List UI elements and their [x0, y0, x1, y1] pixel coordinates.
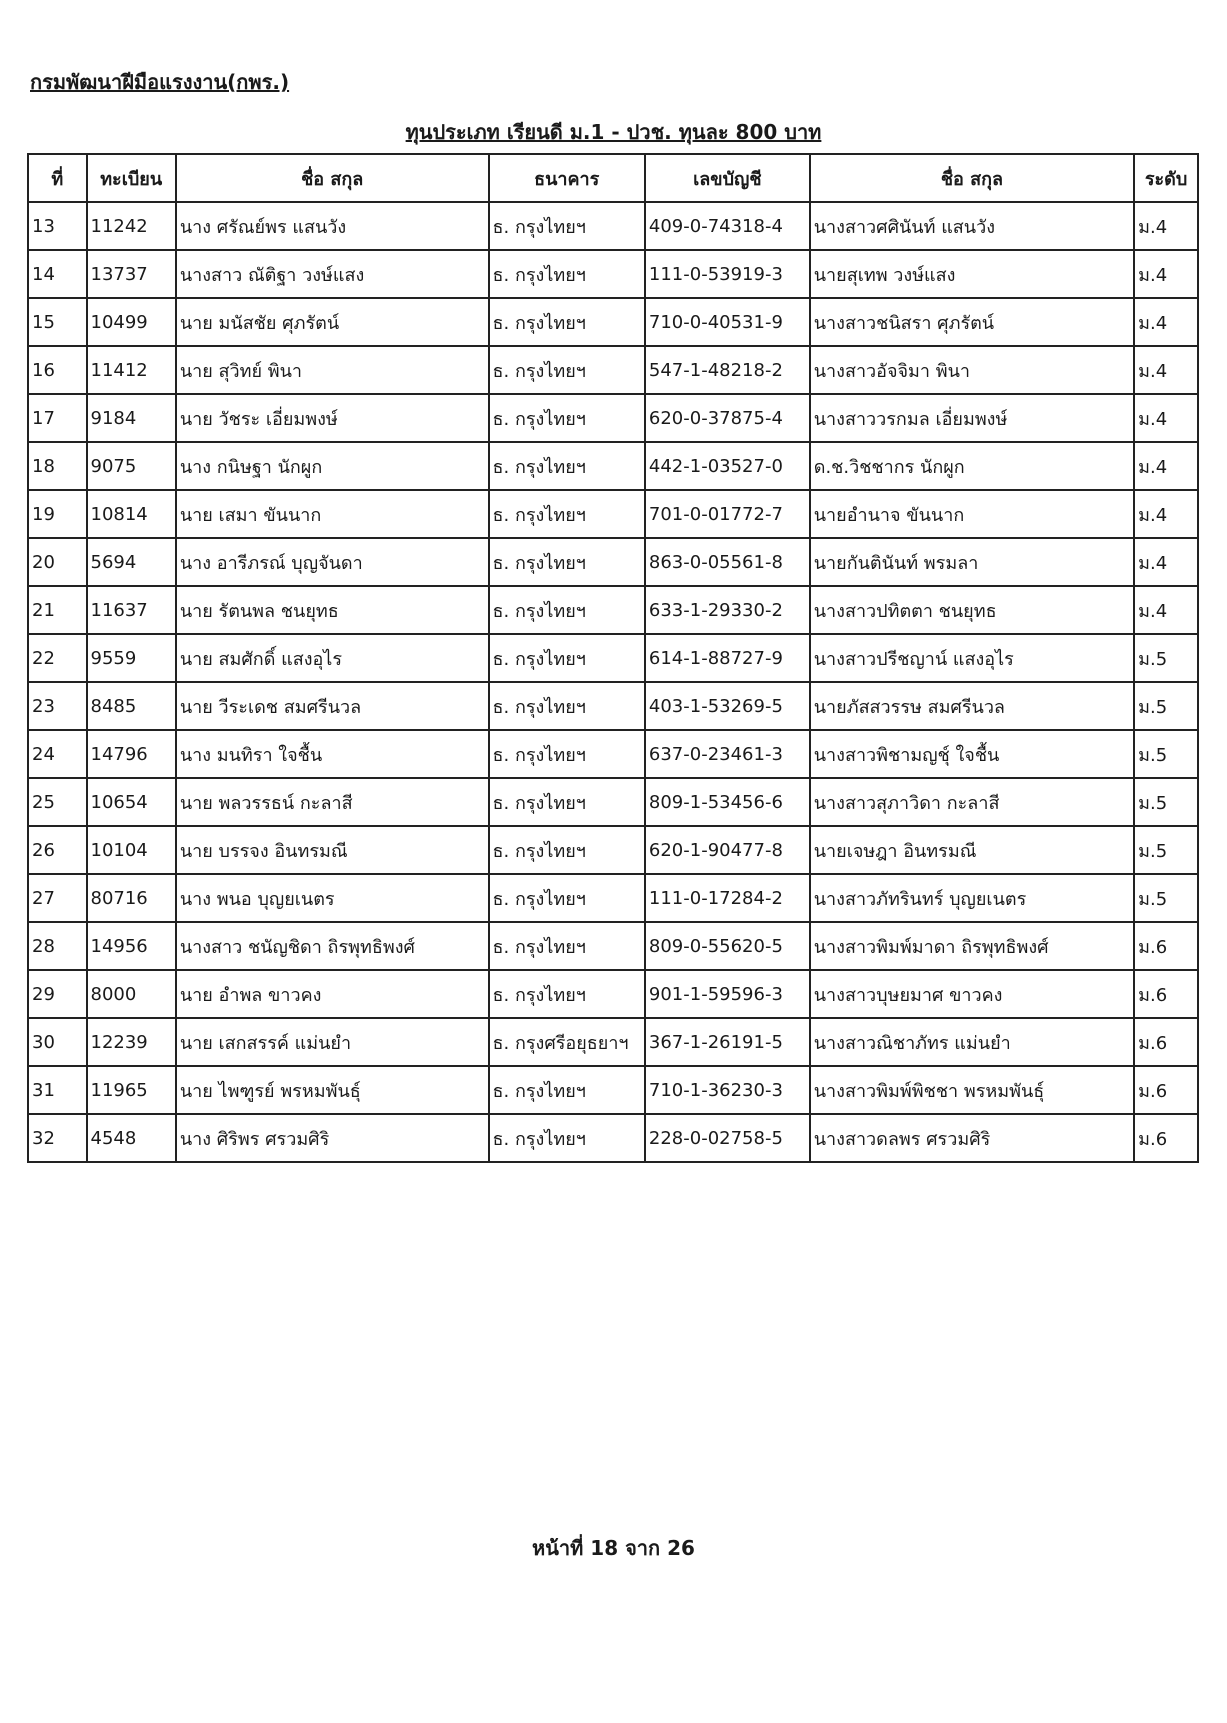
cell-student-name: นางสาวอัจจิมา พินา	[810, 346, 1134, 394]
cell-parent-name: นาย พลวรรธน์ กะลาสี	[176, 778, 489, 826]
column-header-student-name: ชื่อ สกุล	[810, 154, 1134, 202]
cell-no: 32	[28, 1114, 87, 1162]
cell-level: ม.4	[1134, 298, 1198, 346]
cell-account-number: 710-1-36230-3	[645, 1066, 810, 1114]
cell-no: 25	[28, 778, 87, 826]
cell-no: 31	[28, 1066, 87, 1114]
cell-account-number: 228-0-02758-5	[645, 1114, 810, 1162]
cell-registration: 11637	[87, 586, 176, 634]
cell-no: 22	[28, 634, 87, 682]
scholarship-table	[27, 153, 1199, 1163]
cell-student-name: นายกันตินันท์ พรมลา	[810, 538, 1134, 586]
cell-parent-name: นาย เสมา ขันนาก	[176, 490, 489, 538]
table-row	[28, 874, 1198, 922]
cell-level: ม.5	[1134, 874, 1198, 922]
cell-bank: ธ. กรุงไทยฯ	[489, 442, 645, 490]
table-row	[28, 778, 1198, 826]
cell-registration: 12239	[87, 1018, 176, 1066]
table-row	[28, 202, 1198, 250]
cell-registration: 8485	[87, 682, 176, 730]
cell-no: 14	[28, 250, 87, 298]
cell-level: ม.4	[1134, 442, 1198, 490]
cell-account-number: 409-0-74318-4	[645, 202, 810, 250]
column-header-parent-name: ชื่อ สกุล	[176, 154, 489, 202]
cell-level: ม.5	[1134, 826, 1198, 874]
cell-parent-name: นาง อารีภรณ์ บุญจันดา	[176, 538, 489, 586]
cell-registration: 14796	[87, 730, 176, 778]
cell-bank: ธ. กรุงไทยฯ	[489, 778, 645, 826]
table-row	[28, 826, 1198, 874]
cell-no: 18	[28, 442, 87, 490]
organization-title: กรมพัฒนาฝีมือแรงงาน(กพร.)	[30, 70, 290, 94]
cell-account-number: 547-1-48218-2	[645, 346, 810, 394]
cell-student-name: นางสาวพิมพ์พิชชา พรหมพันธุ์	[810, 1066, 1134, 1114]
cell-registration: 10654	[87, 778, 176, 826]
cell-student-name: นางสาวปรีชญาน์ แสงอุไร	[810, 634, 1134, 682]
cell-registration: 4548	[87, 1114, 176, 1162]
table-row	[28, 346, 1198, 394]
cell-account-number: 901-1-59596-3	[645, 970, 810, 1018]
cell-level: ม.4	[1134, 490, 1198, 538]
cell-parent-name: นาย วัชระ เอี่ยมพงษ์	[176, 394, 489, 442]
cell-level: ม.6	[1134, 922, 1198, 970]
cell-parent-name: นาย มนัสชัย ศุภรัตน์	[176, 298, 489, 346]
cell-parent-name: นาง กนิษฐา นักผูก	[176, 442, 489, 490]
column-header-registration: ทะเบียน	[87, 154, 176, 202]
cell-account-number: 637-0-23461-3	[645, 730, 810, 778]
cell-registration: 9559	[87, 634, 176, 682]
cell-bank: ธ. กรุงไทยฯ	[489, 634, 645, 682]
cell-level: ม.6	[1134, 1066, 1198, 1114]
table-row	[28, 682, 1198, 730]
table-row	[28, 250, 1198, 298]
cell-level: ม.5	[1134, 730, 1198, 778]
table-row	[28, 298, 1198, 346]
cell-registration: 9075	[87, 442, 176, 490]
cell-level: ม.5	[1134, 778, 1198, 826]
table-row	[28, 394, 1198, 442]
cell-parent-name: นาย วีระเดช สมศรีนวล	[176, 682, 489, 730]
cell-account-number: 863-0-05561-8	[645, 538, 810, 586]
cell-student-name: ด.ช.วิชชากร นักผูก	[810, 442, 1134, 490]
column-header-bank: ธนาคาร	[489, 154, 645, 202]
cell-bank: ธ. กรุงไทยฯ	[489, 346, 645, 394]
cell-parent-name: นาง มนทิรา ใจชื้น	[176, 730, 489, 778]
cell-parent-name: นางสาว ณัติฐา วงษ์แสง	[176, 250, 489, 298]
cell-level: ม.6	[1134, 970, 1198, 1018]
cell-parent-name: นาย บรรจง อินทรมณี	[176, 826, 489, 874]
cell-parent-name: นาย สมศักดิ์ แสงอุไร	[176, 634, 489, 682]
cell-bank: ธ. กรุงไทยฯ	[489, 490, 645, 538]
cell-registration: 11242	[87, 202, 176, 250]
cell-level: ม.4	[1134, 394, 1198, 442]
cell-student-name: นางสาวภัทรินทร์ บุญยเนตร	[810, 874, 1134, 922]
cell-registration: 80716	[87, 874, 176, 922]
cell-no: 28	[28, 922, 87, 970]
cell-bank: ธ. กรุงไทยฯ	[489, 250, 645, 298]
cell-registration: 8000	[87, 970, 176, 1018]
cell-level: ม.4	[1134, 538, 1198, 586]
column-header-no: ที่	[28, 154, 87, 202]
table-row	[28, 634, 1198, 682]
cell-registration: 11965	[87, 1066, 176, 1114]
table-row	[28, 730, 1198, 778]
cell-account-number: 809-0-55620-5	[645, 922, 810, 970]
cell-level: ม.6	[1134, 1114, 1198, 1162]
cell-student-name: นางสาวพิมพ์มาดา ถิรพุทธิพงศ์	[810, 922, 1134, 970]
cell-level: ม.4	[1134, 202, 1198, 250]
cell-bank: ธ. กรุงไทยฯ	[489, 874, 645, 922]
cell-level: ม.4	[1134, 586, 1198, 634]
cell-bank: ธ. กรุงไทยฯ	[489, 538, 645, 586]
cell-bank: ธ. กรุงไทยฯ	[489, 826, 645, 874]
cell-student-name: นางสาวปทิตตา ชนยุทธ	[810, 586, 1134, 634]
cell-account-number: 367-1-26191-5	[645, 1018, 810, 1066]
cell-no: 26	[28, 826, 87, 874]
cell-account-number: 442-1-03527-0	[645, 442, 810, 490]
cell-student-name: นายภัสสวรรษ สมศรีนวล	[810, 682, 1134, 730]
cell-student-name: นายอำนาจ ขันนาก	[810, 490, 1134, 538]
cell-registration: 11412	[87, 346, 176, 394]
cell-account-number: 111-0-53919-3	[645, 250, 810, 298]
column-header-account-number: เลขบัญชี	[645, 154, 810, 202]
cell-no: 21	[28, 586, 87, 634]
cell-student-name: นางสาวณิชาภัทร แม่นยำ	[810, 1018, 1134, 1066]
cell-account-number: 403-1-53269-5	[645, 682, 810, 730]
cell-account-number: 620-0-37875-4	[645, 394, 810, 442]
cell-registration: 9184	[87, 394, 176, 442]
cell-parent-name: นาง ศรัณย์พร แสนวัง	[176, 202, 489, 250]
cell-account-number: 620-1-90477-8	[645, 826, 810, 874]
table-row	[28, 490, 1198, 538]
cell-bank: ธ. กรุงไทยฯ	[489, 1114, 645, 1162]
cell-account-number: 614-1-88727-9	[645, 634, 810, 682]
cell-parent-name: นาย สุวิทย์ พินา	[176, 346, 489, 394]
column-header-level: ระดับ	[1134, 154, 1198, 202]
cell-account-number: 633-1-29330-2	[645, 586, 810, 634]
table-row	[28, 1114, 1198, 1162]
table-row	[28, 442, 1198, 490]
cell-parent-name: นาย อำพล ขาวคง	[176, 970, 489, 1018]
cell-student-name: นางสาวพิชามญชุ์ ใจชื้น	[810, 730, 1134, 778]
cell-registration: 5694	[87, 538, 176, 586]
table-body	[28, 202, 1198, 1162]
cell-registration: 13737	[87, 250, 176, 298]
cell-parent-name: นาย รัตนพล ชนยุทธ	[176, 586, 489, 634]
cell-parent-name: นางสาว ชนัญชิดา ถิรพุทธิพงศ์	[176, 922, 489, 970]
table-row	[28, 922, 1198, 970]
cell-student-name: นางสาวดลพร ศรวมศิริ	[810, 1114, 1134, 1162]
cell-bank: ธ. กรุงไทยฯ	[489, 202, 645, 250]
cell-level: ม.5	[1134, 634, 1198, 682]
table-header-row	[28, 154, 1198, 202]
cell-level: ม.4	[1134, 346, 1198, 394]
cell-registration: 10499	[87, 298, 176, 346]
cell-student-name: นางสาวชนิสรา ศุภรัตน์	[810, 298, 1134, 346]
page-number: หน้าที่ 18 จาก 26	[532, 1536, 695, 1560]
cell-no: 29	[28, 970, 87, 1018]
cell-no: 24	[28, 730, 87, 778]
cell-no: 20	[28, 538, 87, 586]
cell-bank: ธ. กรุงไทยฯ	[489, 586, 645, 634]
cell-parent-name: นาง ศิริพร ศรวมศิริ	[176, 1114, 489, 1162]
table-row	[28, 586, 1198, 634]
cell-account-number: 710-0-40531-9	[645, 298, 810, 346]
cell-parent-name: นาย เสกสรรค์ แม่นยำ	[176, 1018, 489, 1066]
cell-account-number: 809-1-53456-6	[645, 778, 810, 826]
cell-no: 15	[28, 298, 87, 346]
cell-no: 17	[28, 394, 87, 442]
cell-parent-name: นาย ไพฑูรย์ พรหมพันธุ์	[176, 1066, 489, 1114]
cell-no: 19	[28, 490, 87, 538]
cell-no: 16	[28, 346, 87, 394]
cell-bank: ธ. กรุงไทยฯ	[489, 682, 645, 730]
cell-student-name: นางสาวศศินันท์ แสนวัง	[810, 202, 1134, 250]
table-row	[28, 538, 1198, 586]
cell-bank: ธ. กรุงไทยฯ	[489, 922, 645, 970]
cell-level: ม.6	[1134, 1018, 1198, 1066]
cell-student-name: นางสาววรกมล เอี่ยมพงษ์	[810, 394, 1134, 442]
cell-bank: ธ. กรุงไทยฯ	[489, 298, 645, 346]
cell-bank: ธ. กรุงศรีอยุธยาฯ	[489, 1018, 645, 1066]
cell-student-name: นายสุเทพ วงษ์แสง	[810, 250, 1134, 298]
cell-no: 23	[28, 682, 87, 730]
cell-registration: 10104	[87, 826, 176, 874]
cell-no: 13	[28, 202, 87, 250]
cell-account-number: 111-0-17284-2	[645, 874, 810, 922]
cell-account-number: 701-0-01772-7	[645, 490, 810, 538]
table-row	[28, 1018, 1198, 1066]
cell-registration: 10814	[87, 490, 176, 538]
cell-student-name: นางสาวสุภาวิดา กะลาสี	[810, 778, 1134, 826]
cell-bank: ธ. กรุงไทยฯ	[489, 394, 645, 442]
cell-level: ม.5	[1134, 682, 1198, 730]
cell-registration: 14956	[87, 922, 176, 970]
table-row	[28, 970, 1198, 1018]
table-row	[28, 1066, 1198, 1114]
cell-student-name: นางสาวบุษยมาศ ขาวคง	[810, 970, 1134, 1018]
cell-bank: ธ. กรุงไทยฯ	[489, 730, 645, 778]
cell-student-name: นายเจษฎา อินทรมณี	[810, 826, 1134, 874]
cell-parent-name: นาง พนอ บุญยเนตร	[176, 874, 489, 922]
cell-no: 30	[28, 1018, 87, 1066]
document-subtitle: ทุนประเภท เรียนดี ม.1 - ปวช. ทุนละ 800 บาท	[405, 120, 822, 144]
cell-level: ม.4	[1134, 250, 1198, 298]
cell-bank: ธ. กรุงไทยฯ	[489, 1066, 645, 1114]
cell-no: 27	[28, 874, 87, 922]
cell-bank: ธ. กรุงไทยฯ	[489, 970, 645, 1018]
